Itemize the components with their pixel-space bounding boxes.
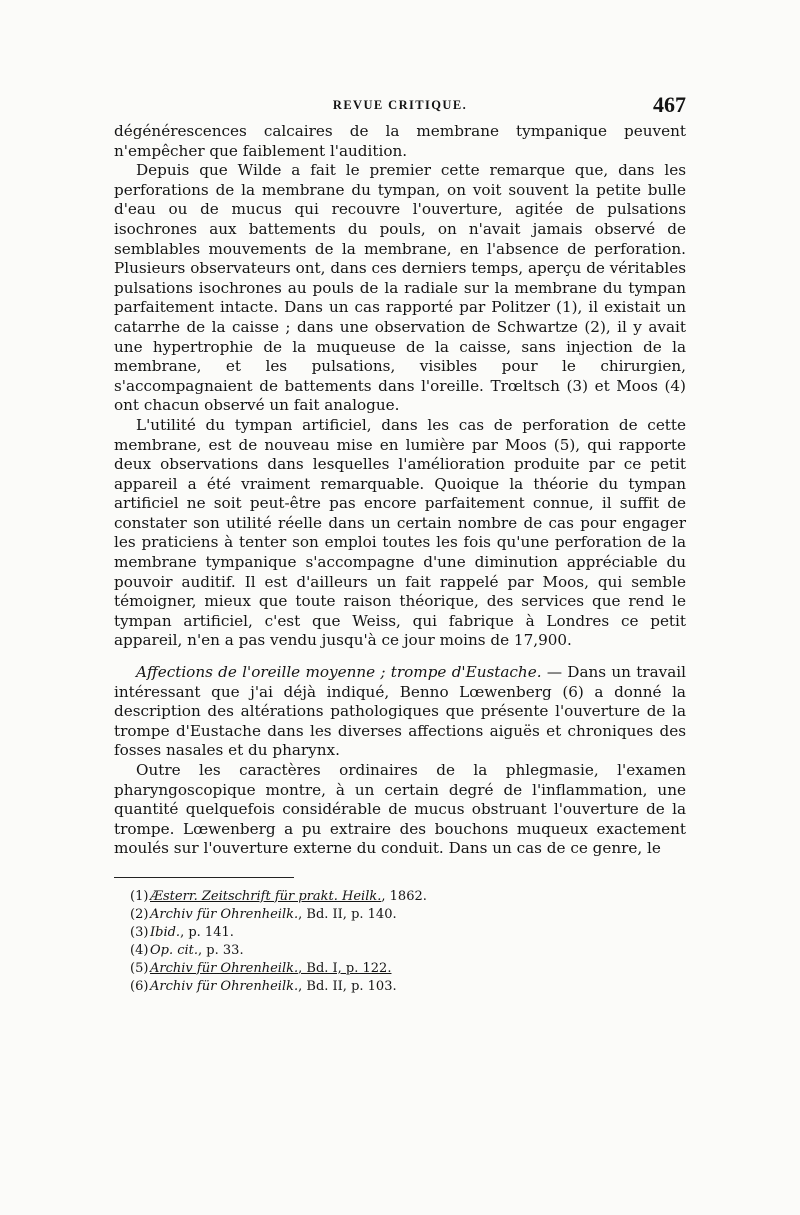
footnote: [130, 888, 686, 906]
paragraph-artificial-tympan: L'utilité du tympan artificiel, dans les cas de perforation de cette membrane, est de nouveau mise en lumière par Moos (5), qui rapporte deux observations dans lesquelles l'amélioration produite par ce petit appareil a été vraiment remarquable. Quoique la théorie du tympan artificiel ne soit peut-être pas encore parfaitement connue, il suffit de constater son utilité réelle dans un certain nombre de cas pour engager les praticiens à tenter son emploi toutes les fois qu'une perforation de la membrane tympanique s'accompagne d'une diminution appréciable du pouvoir auditif. Il est d'ailleurs un fait rappelé par Moos, qui semble témoigner, mieux que toute raison théorique, des services que rend le tympan artificiel, c'est que Weiss, qui fabrique à Londres ce petit appareil, n'en a pas vendu jusqu'à ce jour moins de 17,900.: [114, 415, 686, 650]
footnote-reference: , Bd. II, p. 140.: [298, 906, 397, 922]
footnote: [130, 978, 686, 996]
body-text: [114, 122, 686, 859]
footnote-number: (5): [130, 960, 149, 976]
section-heading-text: — Dans un travail intéressant que j'ai déjà indiqué, Benno Lœwenberg (6) a donné la description des altérations pathologiques que présente l'ouverture de la trompe d'Eustache dans les diverses affections aiguës et chroniques des fosses nasales et du pharynx.: [114, 663, 686, 760]
footnotes: [114, 888, 686, 996]
page-number: 467: [653, 92, 686, 117]
paragraph-middle-ear: [114, 663, 686, 761]
footnote-title: Archiv für Ohrenheilk.: [150, 978, 299, 994]
footnote-reference: , Bd. II, p. 103.: [298, 978, 397, 994]
footnote-number: (6): [130, 978, 149, 994]
footnote-title: Æsterr. Zeitschrift für prakt. Heilk.: [150, 888, 382, 904]
section-heading: Affections de l'oreille moyenne ; trompe d'Eustache.: [136, 663, 542, 682]
footnote-number: (4): [130, 942, 149, 958]
footnote-reference: , p. 141.: [180, 924, 234, 940]
footnote-title: Op. cit.: [150, 942, 199, 958]
footnote: [130, 906, 686, 924]
paragraph-continuation: dégénérescences calcaires de la membrane tympanique peuvent n'empêcher que faiblement l'audition.: [114, 122, 686, 160]
footnote-reference: , p. 33.: [198, 942, 244, 958]
running-header: [114, 92, 686, 122]
footnote-reference: , 1862.: [381, 888, 427, 904]
footnote-number: (2): [130, 906, 149, 922]
footnote: [130, 960, 686, 978]
paragraph-pulsations: Depuis que Wilde a fait le premier cette remarque que, dans les perforations de la membrane du tympan, on voit souvent la petite bulle d'eau ou de mucus qui recouvre l'ouverture, agitée de pulsations isochrones aux battements du pouls, on n'avait jamais observé de semblables mouvements de la membrane, en l'absence de perforation. Plusieurs observateurs ont, dans ces derniers temps, aperçu de véritables pulsations isochrones au pouls de la radiale sur la membrane du tympan parfaitement intacte. Dans un cas rapporté par Politzer (1), il existait un catarrhe de la caisse ; dans une observation de Schwartze (2), il y avait une hypertrophie de la muqueuse de la caisse, sans injection de la membrane, et les pulsations, visibles pour le chirurgien, s'accompagnaient de battements dans l'oreille. Trœltsch (3) et Moos (4) ont chacun observé un fait analogue.: [114, 161, 686, 415]
paragraph-phlegmasia: Outre les caractères ordinaires de la phlegmasie, l'examen pharyngoscopique montre, à un certain degré de l'inflammation, une quantité quelquefois considérable de mucus obstruant l'ouverture de la trompe. Lœwenberg a pu extraire des bouchons muqueux exactement moulés sur l'ouverture externe du conduit. Dans un cas de ce genre, le: [114, 761, 686, 858]
footnote-reference: , Bd. I, p. 122.: [298, 960, 392, 976]
footnote-title: Archiv für Ohrenheilk.: [150, 960, 299, 976]
footnote-number: (3): [130, 924, 149, 940]
document-page: [114, 92, 686, 996]
footnote-title: Archiv für Ohrenheilk.: [150, 906, 299, 922]
footnote-number: (1): [130, 888, 149, 904]
footnote: [130, 924, 686, 942]
footnote-divider: [114, 877, 294, 878]
running-title: REVUE CRITIQUE.: [332, 98, 468, 112]
footnote: [130, 942, 686, 960]
footnote-title: Ibid.: [150, 924, 181, 940]
